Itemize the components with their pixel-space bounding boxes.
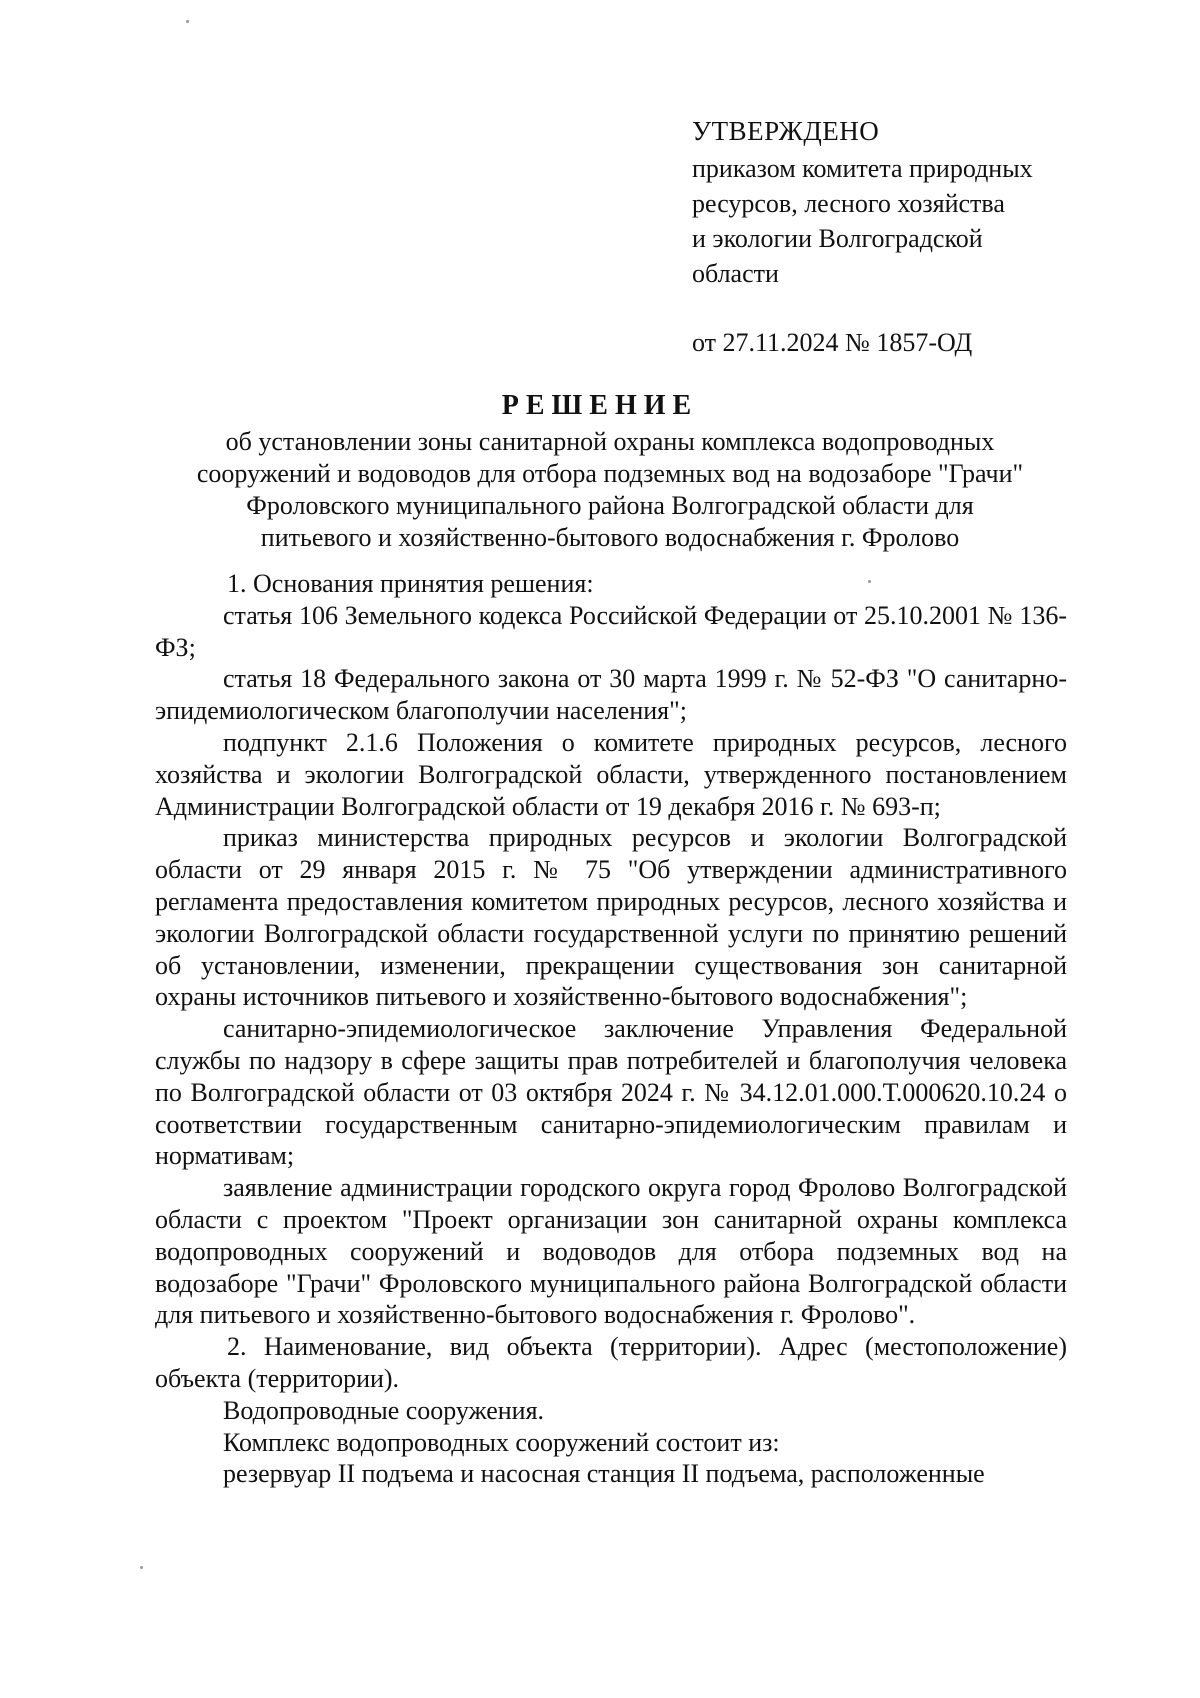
section-heading: 1. Основания принятия решения: [227, 569, 594, 598]
body-paragraph: подпункт 2.1.6 Положения о комитете природных ресурсов, лесного хозяйства и экологии Волгоградской области, утвержденного постановлением Администрации Волгоградской области от 19 декабря 2016 г. № 693-п; [155, 727, 1067, 821]
body-paragraph: статья 106 Земельного кодекса Российской Федерации от 25.10.2001 № 136-ФЗ; [155, 600, 1067, 662]
scan-speck [186, 20, 189, 23]
body-paragraph: заявление администрации городского округа город Фролово Волгоградской области с проектом "Проект организации зон санитарной охраны комплекса водопроводных сооружений и водоводов для отбора подземных вод на водозаборе "Грачи" Фроловского муниципального района Волгоградской области для питьевого и хозяйственно-бытового водоснабжения г. Фролово". [155, 1173, 1067, 1330]
document-body [155, 568, 1067, 1490]
scan-speck [140, 1566, 143, 1569]
approval-line: и экологии Волгоградской [692, 224, 983, 253]
scan-speck [868, 580, 871, 583]
subtitle-line: питьевого и хозяйственно-бытового водоснабжения г. Фролово [260, 523, 960, 552]
body-paragraph: Водопроводные сооружения. [223, 1395, 545, 1425]
subtitle-line: об установлении зоны санитарной охраны комплекса водопроводных [225, 427, 995, 456]
body-paragraph: резервуар II подъема и насосная станция II подъема, расположенные [223, 1459, 985, 1489]
body-paragraph: приказ министерства природных ресурсов и экологии Волгоградской области от 29 января 2015 г. № 75 "Об утверждении административного регламента предоставления комитетом природных ресурсов, лесного хозяйства и экологии Волгоградской области государственной услуги по принятию решений об установлении, изменении, прекращении существования зон санитарной охраны источников питьевого и хозяйственно-бытового водоснабжения"; [155, 823, 1067, 1012]
section-heading: 2. Наименование, вид объекта (территории). Адрес (местоположение) объекта (территории). [155, 1332, 1067, 1393]
body-paragraph: Комплекс водопроводных сооружений состоит из: [223, 1427, 780, 1457]
subtitle-line: сооружений и водоводов для отбора подземных вод на водозаборе "Грачи" [196, 459, 1024, 488]
approval-order-date: от 27.11.2024 № 1857-ОД [692, 328, 973, 357]
approval-block [692, 114, 1132, 360]
body-paragraph: статья 18 Федерального закона от 30 марта 1999 г. № 52-ФЗ "О санитарно-эпидемиологическом благополучии населения"; [155, 664, 1067, 726]
subtitle-line: Фроловского муниципального района Волгоградской области для [246, 491, 974, 520]
approval-line: ресурсов, лесного хозяйства [692, 189, 1005, 218]
body-paragraph: санитарно-эпидемиологическое заключение Управления Федеральной службы по надзору в сфере защиты прав потребителей и благополучия человека по Волгоградской области от 03 октября 2024 г. № 34.12.01.000.Т.000620.10.24 о соответствии государственным санитарно-эпидемиологическим правилам и нормативам; [155, 1014, 1067, 1171]
approved-label: УТВЕРЖДЕНО [692, 116, 880, 146]
document-title: РЕШЕНИЕ [501, 390, 699, 421]
approval-line: области [692, 259, 779, 288]
approval-line: приказом комитета природных [692, 154, 1033, 183]
document-subtitle [150, 426, 1070, 554]
